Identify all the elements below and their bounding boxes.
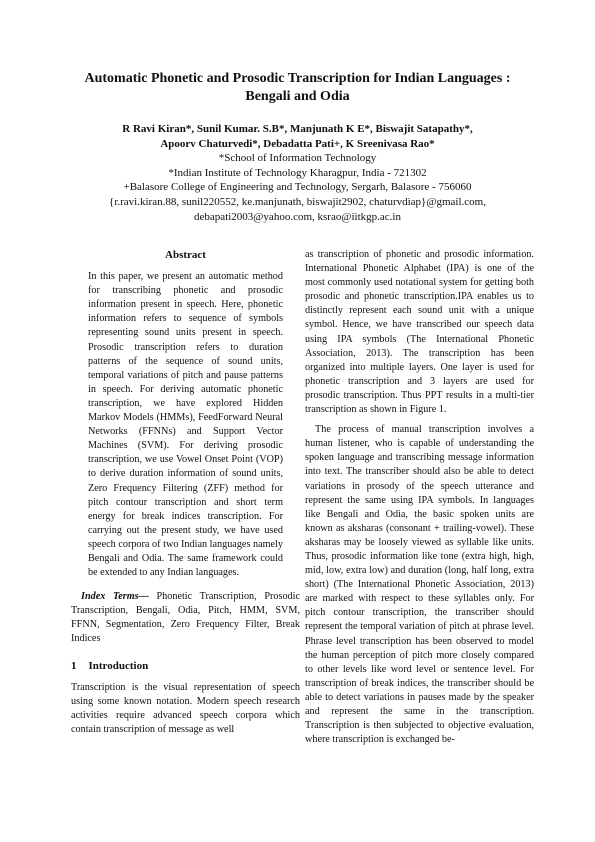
abstract-text: In this paper, we present an automatic method for transcribing phonetic and prosodic information present in speech. Here, phonetic information refers to sequence of symbols representing sound units present in speech. Prosodic transcription refers to duration patterns of the sequence of sound units, temporal variations of pitch and pause patterns in speech. For deriving automatic phonetic transcription, we have explored Hidden Markov Models (HMMs), FeedForward Neural Networks (FFNNs) and Support Vector Machines (SVM). For deriving prosodic transcription, we use Vowel Onset Point (VOP) to derive duration information of sound units, Zero Frequency Filtering (ZFF) method for pitch contour transcription and short term energy for break indices transcription. For carrying out the present study, we have used speech corpora of two Indian languages namely Bengali and Odia. The same framework could be extended to any Indian languages. [88,271,283,579]
emails-line-1: {r.ravi.kiran.88, sunil220552, ke.manjunath, biswajit2902, chaturvdiap}@gmail.com, [109,195,486,208]
section-number: 1 [71,659,77,672]
author-names-line-2: Apoorv Chaturvedi*, Debadatta Pati+, K Sreenivasa Rao* [160,137,435,150]
index-terms-label: Index Terms— [81,591,149,603]
affiliation-2: *Indian Institute of Technology Kharagpur, India - 721302 [168,166,427,179]
intro-paragraph-continued: as transcription of phonetic and prosodic information. International Phonetic Alphabet (IPA) is one of the most commonly used notational system for getting both prosodic and phonetic transcription.IPA enables us to distinctly represent each sound unit with a unique symbol. Hence, we have transcribed our speech data using IPA symbols (The International Phonetic Association, 2013). The transcription has been organized into multiple layers. One layer is used for phonetic transcription and 3 layers are used for prosodic transcription. Thus PPT results in a multi-tier transcription as shown in Figure 1. [305,249,534,416]
emails-line-2: debapati2003@yahoo.com, ksrao@iitkgp.ac.in [194,210,401,223]
index-terms-text: Phonetic Transcription, Prosodic Transcription, Bengali, Odia, Pitch, HMM, SVM, FFNN, Segmentation, Zero Frequency Filter, Break Indices [71,591,300,645]
section-title: Introduction [88,659,149,672]
index-terms [71,590,300,646]
abstract-heading: Abstract [165,249,206,261]
paper-title [60,70,535,106]
left-column [71,248,300,737]
right-column [305,248,534,747]
title-line-2: Bengali and Odia [245,89,350,104]
section-heading-introduction [71,659,300,673]
author-names-line-1: R Ravi Kiran*, Sunil Kumar. S.B*, Manjunath K E*, Biswajit Satapathy*, [122,123,473,135]
intro-paragraph-1: Transcription is the visual representation of speech using some known notation. Modern speech research activities require advanced speech corpora which contain transcription of message as well [71,681,300,735]
author-block [55,122,540,224]
affiliation-3: +Balasore College of Engineering and Technology, Sergarh, Balasore - 756060 [123,181,472,194]
affiliation-1: *School of Information Technology [218,152,377,165]
title-line-1: Automatic Phonetic and Prosodic Transcription for Indian Languages : [84,71,511,86]
intro-paragraph-2: The process of manual transcription involves a human listener, who is capable of understanding the spoken language and transcribing message information into text. The transcriber should also be able to detect variations in prosody of the speech utterance and represent the same using IPA symbols. In languages like Bengali and Odia, the basic spoken units are known as aksharas (consonant + trailing-vowel). These aksharas may be loosely viewed as syllable like units. Thus, prosodic information like tone (extra high, high, mid, low, extra low) and duration (long, half long, extra short) (The International Phonetic Association, 2013) are marked with respect to these syllables only. For pitch contour transcription, the transcriber should represent the temporal variation of pitch at phrase level. Phrase level transcription has been observed to model the human perception of pitch more closely compared to other levels like word level or sentence level. For transcription of break indices, the transcriber should be able to detect variations in pauses made by the speaker and represent the same in the transcription. Transcription is then subjected to objective evaluation, where transcription is exchanged be- [305,424,534,746]
